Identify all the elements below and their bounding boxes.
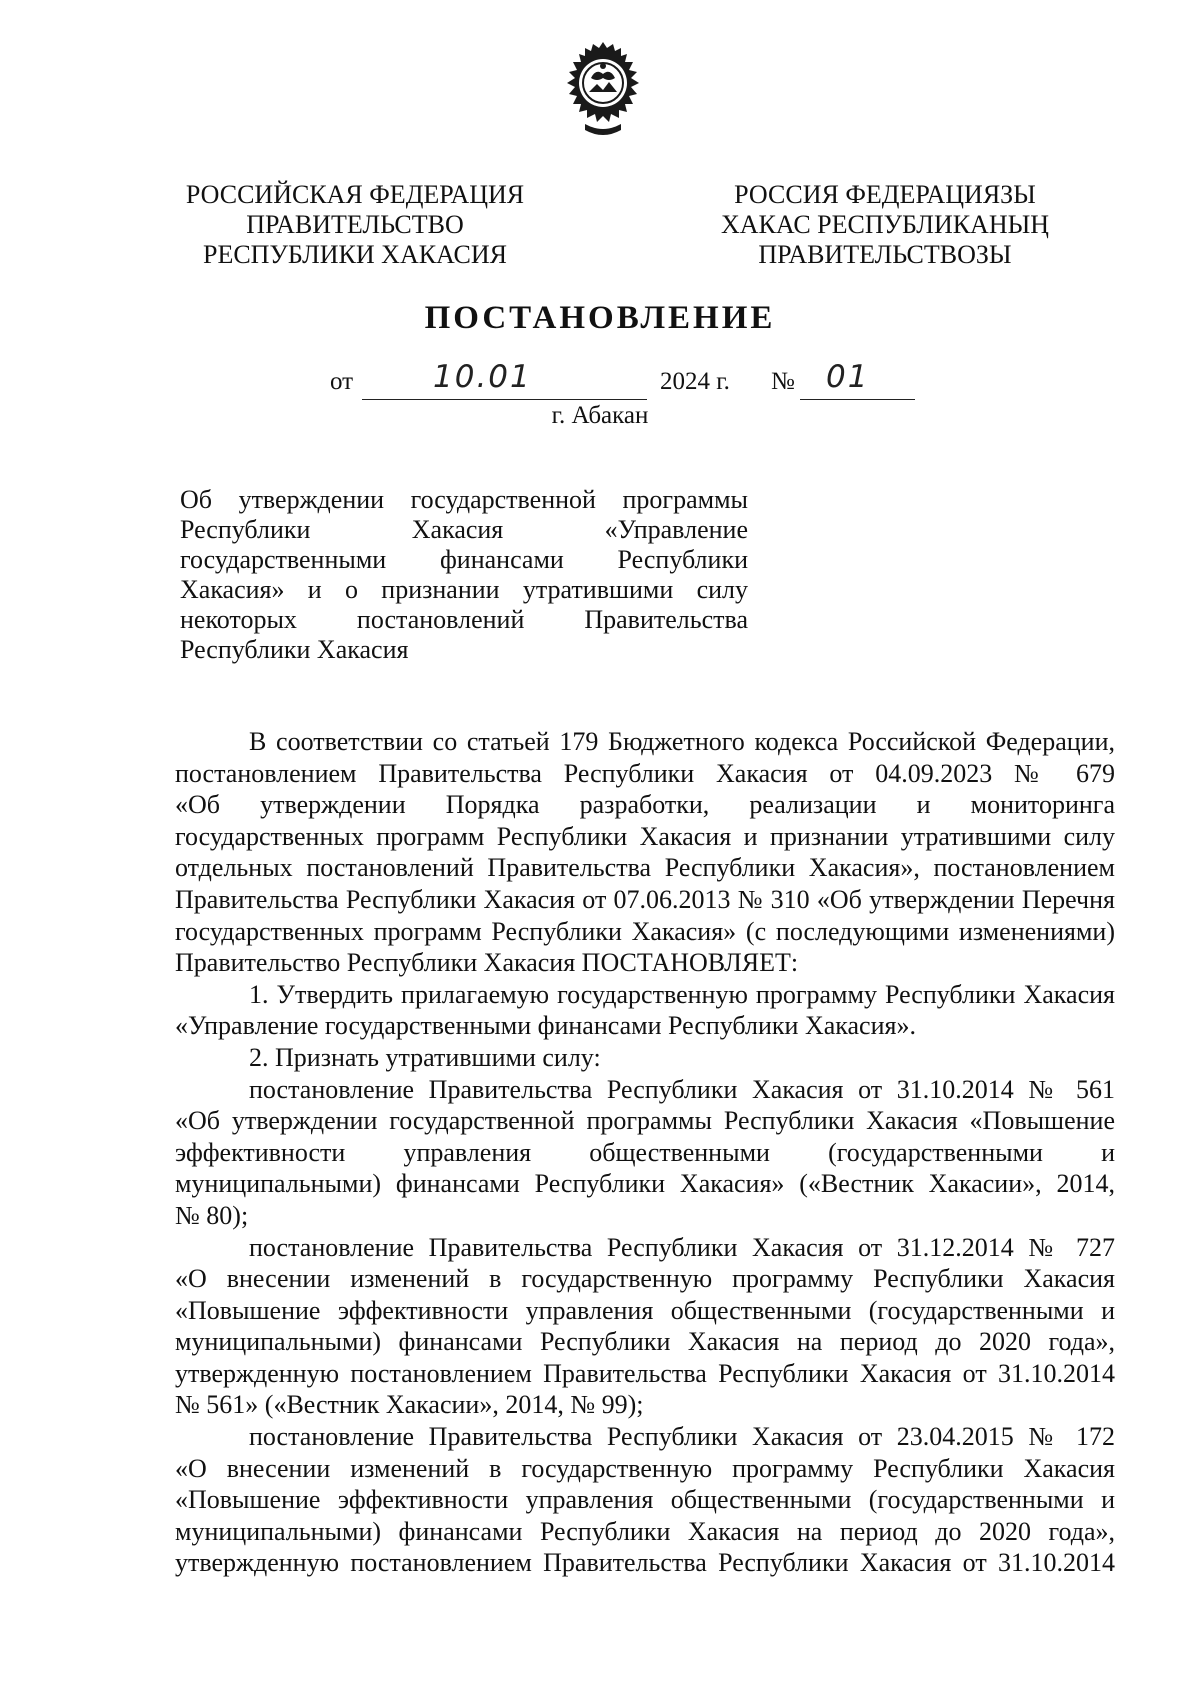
- header-left-line-3: РЕСПУБЛИКИ ХАКАСИЯ: [202, 240, 507, 269]
- body-line: «Управление государственными финансами Республики Хакасия».: [175, 1011, 916, 1041]
- handwritten-number: 01: [826, 359, 870, 395]
- header-russian: [160, 180, 550, 270]
- subject-line: Об утверждении государственной программы: [180, 485, 748, 514]
- body-line: муниципальными) финансами Республики Хакасия на период до 2020 года»,: [175, 1327, 1115, 1357]
- body-line: «О внесении изменений в государственную программу Республики Хакасия: [175, 1264, 1115, 1294]
- header-right-line-1: РОССИЯ ФЕДЕРАЦИЯЗЫ: [734, 180, 1036, 209]
- date-year: 2024 г.: [660, 368, 730, 395]
- document-subject: [180, 485, 748, 665]
- body-line: «Повышение эффективности управления общественными (государственными и: [175, 1295, 1115, 1325]
- subject-line: Республики Хакасия: [180, 635, 409, 664]
- body-line: утвержденную постановлением Правительства Республики Хакасия от 31.10.2014: [175, 1358, 1115, 1388]
- header-left-line-2: ПРАВИТЕЛЬСТВО: [246, 210, 464, 239]
- header-right-line-3: ПРАВИТЕЛЬСТВОЗЫ: [758, 240, 1012, 269]
- body-line: постановлением Правительства Республики Хакасия от 04.09.2023 № 679: [175, 758, 1115, 788]
- body-line: государственных программ Республики Хакасия» (с последующими изменениями): [175, 916, 1115, 946]
- body-line: «Об утверждении Порядка разработки, реализации и мониторинга: [175, 790, 1115, 820]
- body-line: Правительства Республики Хакасия от 07.06.2013 № 310 «Об утверждении Перечня: [175, 884, 1115, 914]
- body-line: Правительство Республики Хакасия ПОСТАНОВЛЯЕТ:: [175, 948, 799, 978]
- header-left-line-1: РОССИЙСКАЯ ФЕДЕРАЦИЯ: [185, 180, 525, 209]
- coat-of-arms-emblem: [563, 38, 643, 144]
- subject-line: государственными финансами Республики: [180, 545, 748, 574]
- subject-line: Республики Хакасия «Управление: [180, 515, 748, 544]
- body-line: постановление Правительства Республики Хакасия от 23.04.2015 № 172: [249, 1422, 1115, 1452]
- document-title: ПОСТАНОВЛЕНИЕ: [424, 300, 776, 336]
- body-line: государственных программ Республики Хакасия и признании утратившими силу: [175, 821, 1115, 851]
- body-line: № 561» («Вестник Хакасии», 2014, № 99);: [175, 1390, 644, 1420]
- date-underline: [362, 399, 647, 400]
- body-line: постановление Правительства Республики Хакасия от 31.10.2014 № 561: [249, 1074, 1115, 1104]
- subject-line: некоторых постановлений Правительства: [180, 605, 748, 634]
- body-line: «Повышение эффективности управления общественными (государственными и: [175, 1485, 1115, 1515]
- body-line: постановление Правительства Республики Хакасия от 31.12.2014 № 727: [249, 1232, 1115, 1262]
- date-prefix: от: [330, 368, 354, 395]
- number-sign: №: [771, 368, 795, 395]
- body-line: 2. Признать утратившими силу:: [249, 1042, 601, 1072]
- body-line: «О внесении изменений в государственную программу Республики Хакасия: [175, 1453, 1115, 1483]
- subject-line: Хакасия» и о признании утратившими силу: [180, 575, 748, 604]
- date-number-line: [0, 359, 1200, 402]
- body-line: муниципальными) финансами Республики Хакасия» («Вестник Хакасии», 2014,: [175, 1169, 1115, 1199]
- body-line: муниципальными) финансами Республики Хакасия на период до 2020 года»,: [175, 1516, 1115, 1546]
- city-name: г. Абакан: [551, 402, 649, 429]
- body-line: В соответствии со статьей 179 Бюджетного кодекса Российской Федерации,: [249, 727, 1115, 756]
- body-line: отдельных постановлений Правительства Республики Хакасия», постановлением: [175, 853, 1115, 883]
- handwritten-date: 10.01: [433, 359, 532, 395]
- header-khakas: [690, 180, 1080, 270]
- body-line: эффективности управления общественными (государственными и: [175, 1137, 1115, 1167]
- document-body: [175, 726, 1115, 1579]
- body-line: утвержденную постановлением Правительства Республики Хакасия от 31.10.2014: [175, 1548, 1115, 1578]
- body-line: 1. Утвердить прилагаемую государственную программу Республики Хакасия: [249, 979, 1115, 1009]
- number-underline: [800, 399, 915, 400]
- header-right-line-2: ХАКАС РЕСПУБЛИКАНЫҢ: [720, 210, 1050, 239]
- body-line: № 80);: [175, 1200, 249, 1230]
- body-line: «Об утверждении государственной программы Республики Хакасия «Повышение: [175, 1106, 1115, 1136]
